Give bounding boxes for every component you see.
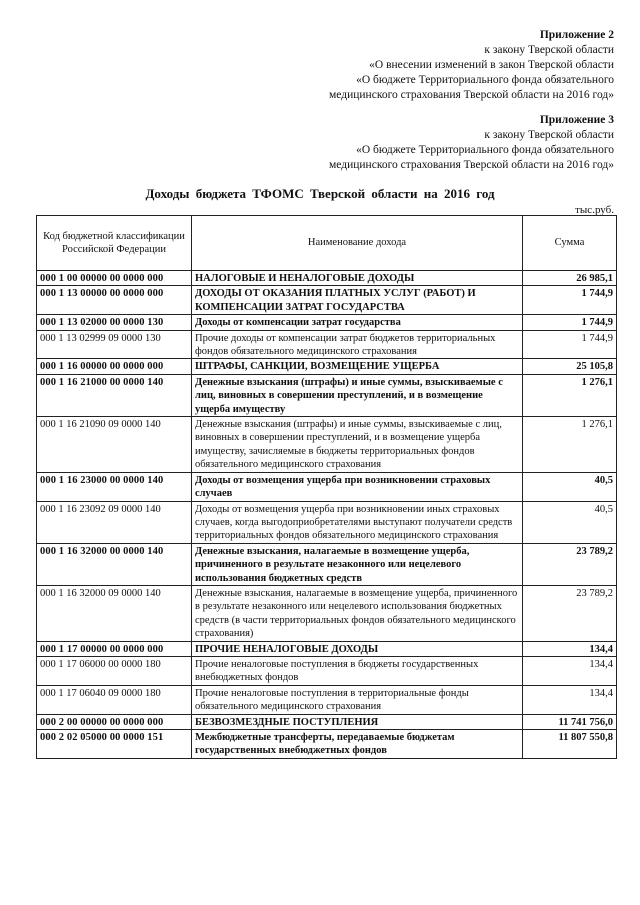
row-amount: 40,5 (523, 501, 617, 543)
table-row (37, 286, 617, 315)
row-amount: 1 744,9 (523, 330, 617, 359)
row-code: 000 1 16 21090 09 0000 140 (37, 417, 192, 473)
row-amount: 134,4 (523, 685, 617, 714)
appendix-2-line: «О внесении изменений в закон Тверской области (369, 59, 614, 71)
appendix-3-header (329, 113, 614, 173)
appendix-2-line: к закону Тверской области (484, 44, 614, 56)
row-name: Прочие неналоговые поступления в бюджеты государственных внебюджетных фондов (192, 656, 523, 685)
table-row (37, 641, 617, 656)
appendix-3-title: Приложение 3 (539, 114, 614, 126)
row-code: 000 1 16 00000 00 0000 000 (37, 359, 192, 374)
row-name: ДОХОДЫ ОТ ОКАЗАНИЯ ПЛАТНЫХ УСЛУГ (РАБОТ) И КОМПЕНСАЦИИ ЗАТРАТ ГОСУДАРСТВА (192, 286, 523, 315)
table-row (37, 374, 617, 416)
row-code: 000 1 16 21000 00 0000 140 (37, 374, 192, 416)
row-code: 000 2 02 05000 00 0000 151 (37, 730, 192, 759)
appendix-3-line: «О бюджете Территориального фонда обязательного (356, 144, 614, 156)
row-code: 000 1 16 23000 00 0000 140 (37, 472, 192, 501)
row-name: Денежные взыскания (штрафы) и иные суммы, взыскиваемые с лиц, виновных в совершении преступлений, и в возмещение ущерба имуществу, зачисляемые в бюджеты территориальных фондов обязательного медицинского страхования (192, 417, 523, 473)
row-name: Денежные взыскания, налагаемые в возмещение ущерба, причиненного в результате незаконного или нецелевого использования бюджетных средств (192, 543, 523, 585)
table-row (37, 315, 617, 330)
row-code: 000 1 17 00000 00 0000 000 (37, 641, 192, 656)
table-row (37, 501, 617, 543)
revenue-table (36, 215, 617, 759)
appendix-3-line: к закону Тверской области (484, 129, 614, 141)
appendix-2-title: Приложение 2 (539, 29, 614, 41)
row-amount: 23 789,2 (523, 585, 617, 641)
units-label: тыс.руб. (575, 204, 614, 216)
row-amount: 11 807 550,8 (523, 730, 617, 759)
table-row (37, 685, 617, 714)
row-amount: 1 276,1 (523, 374, 617, 416)
table-row (37, 359, 617, 374)
header-amount: Сумма (523, 216, 617, 271)
row-name: БЕЗВОЗМЕЗДНЫЕ ПОСТУПЛЕНИЯ (192, 714, 523, 729)
header-name: Наименование дохода (192, 216, 523, 271)
table-row (37, 330, 617, 359)
row-amount: 134,4 (523, 656, 617, 685)
table-header-row (37, 216, 617, 271)
row-amount: 1 744,9 (523, 286, 617, 315)
row-code: 000 1 16 23092 09 0000 140 (37, 501, 192, 543)
appendix-2-line: «О бюджете Территориального фонда обязательного (356, 74, 614, 86)
row-code: 000 1 00 00000 00 0000 000 (37, 271, 192, 286)
row-code: 000 1 16 32000 09 0000 140 (37, 585, 192, 641)
row-code: 000 1 13 00000 00 0000 000 (37, 286, 192, 315)
row-name: Межбюджетные трансферты, передаваемые бюджетам государственных внебюджетных фондов (192, 730, 523, 759)
row-amount: 26 985,1 (523, 271, 617, 286)
row-amount: 40,5 (523, 472, 617, 501)
row-name: Прочие доходы от компенсации затрат бюджетов территориальных фондов обязательного медицинского страхования (192, 330, 523, 359)
row-name: Прочие неналоговые поступления в территориальные фонды обязательного медицинского страхования (192, 685, 523, 714)
row-amount: 134,4 (523, 641, 617, 656)
row-amount: 1 276,1 (523, 417, 617, 473)
table-row (37, 714, 617, 729)
table-row (37, 585, 617, 641)
appendix-2-header (329, 28, 614, 103)
row-code: 000 1 16 32000 00 0000 140 (37, 543, 192, 585)
row-name: ШТРАФЫ, САНКЦИИ, ВОЗМЕЩЕНИЕ УЩЕРБА (192, 359, 523, 374)
header-code: Код бюджетной классификации Российской Федерации (37, 216, 192, 271)
document-title: Доходы бюджета ТФОМС Тверской области на 2016 год (145, 186, 495, 201)
row-code: 000 1 17 06040 09 0000 180 (37, 685, 192, 714)
table-row (37, 472, 617, 501)
table-body (37, 271, 617, 759)
row-code: 000 1 13 02999 09 0000 130 (37, 330, 192, 359)
row-amount: 1 744,9 (523, 315, 617, 330)
row-amount: 23 789,2 (523, 543, 617, 585)
table-row (37, 656, 617, 685)
row-name: Денежные взыскания, налагаемые в возмещение ущерба, причиненного в результате незаконного или нецелевого использования бюджетных средств (в части территориальных фондов обязательного медицинского страхования) (192, 585, 523, 641)
row-name: НАЛОГОВЫЕ И НЕНАЛОГОВЫЕ ДОХОДЫ (192, 271, 523, 286)
row-name: Доходы от возмещения ущерба при возникновении иных страховых случаев, когда выгодоприобретателями выступают получатели средств территориальных фондов обязательного медицинского страхования (192, 501, 523, 543)
table-row (37, 417, 617, 473)
table-row (37, 730, 617, 759)
appendix-2-line: медицинского страхования Тверской области на 2016 год» (329, 89, 614, 101)
row-code: 000 1 17 06000 00 0000 180 (37, 656, 192, 685)
row-name: Доходы от компенсации затрат государства (192, 315, 523, 330)
appendix-3-line: медицинского страхования Тверской области на 2016 год» (329, 159, 614, 171)
table-row (37, 271, 617, 286)
row-code: 000 1 13 02000 00 0000 130 (37, 315, 192, 330)
row-name: Доходы от возмещения ущерба при возникновении страховых случаев (192, 472, 523, 501)
row-amount: 25 105,8 (523, 359, 617, 374)
row-name: ПРОЧИЕ НЕНАЛОГОВЫЕ ДОХОДЫ (192, 641, 523, 656)
row-code: 000 2 00 00000 00 0000 000 (37, 714, 192, 729)
row-amount: 11 741 756,0 (523, 714, 617, 729)
row-name: Денежные взыскания (штрафы) и иные суммы, взыскиваемые с лиц, виновных в совершении преступлений, и в возмещение ущерба имуществу (192, 374, 523, 416)
table-row (37, 543, 617, 585)
